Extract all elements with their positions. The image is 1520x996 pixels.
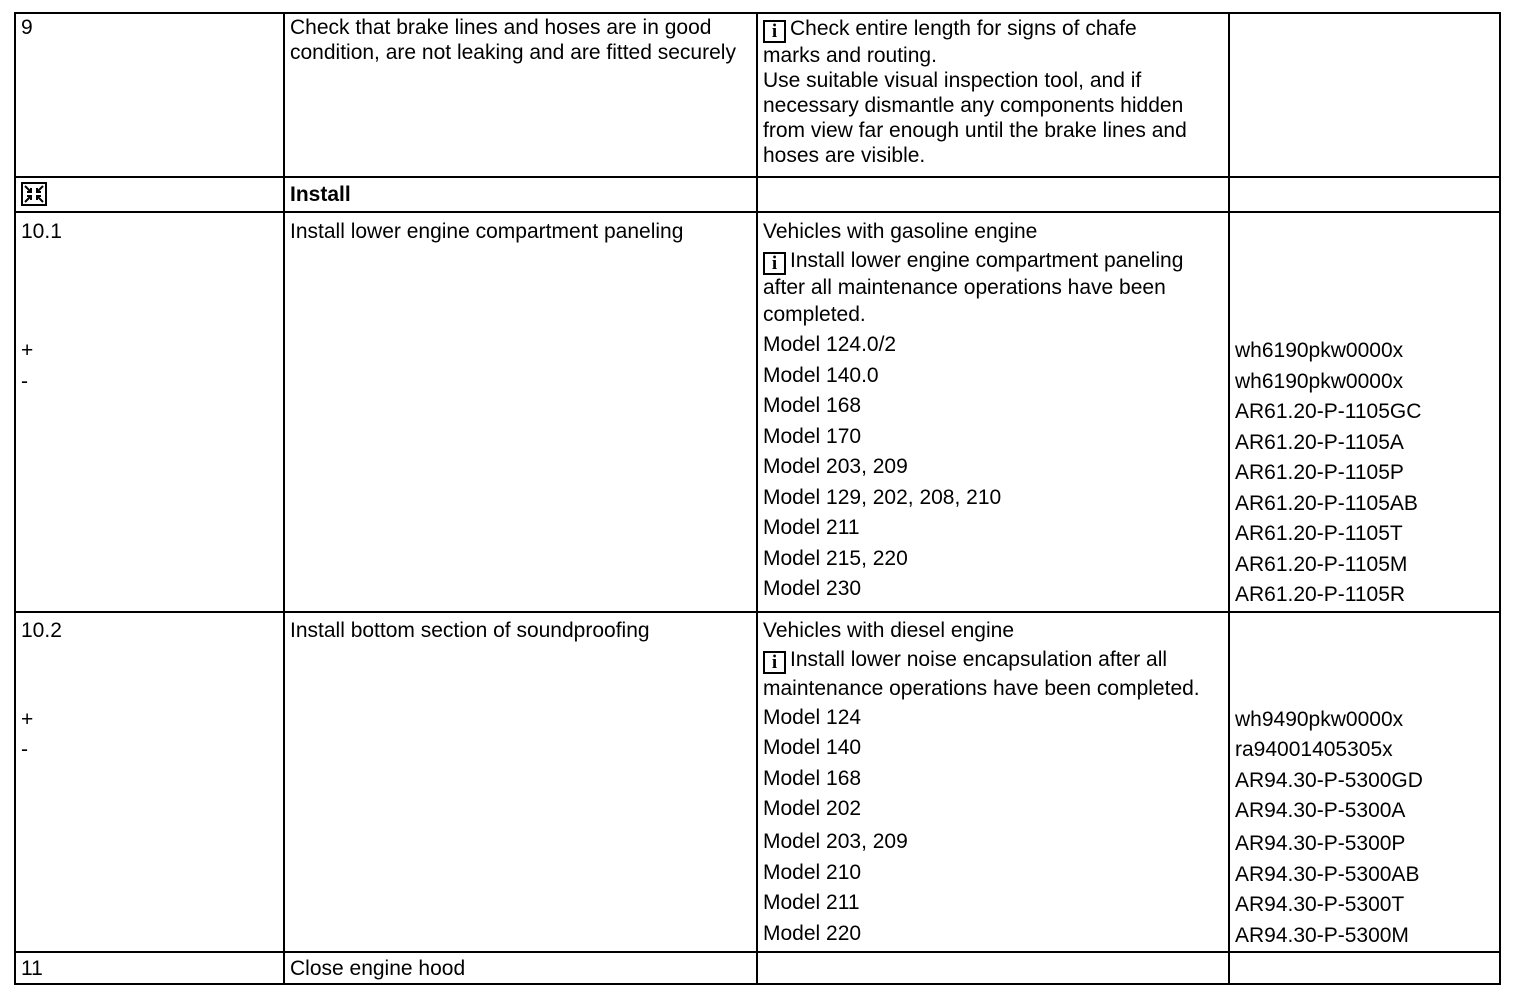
document-reference-link[interactable]: AR94.30-P-5300P (1235, 831, 1406, 855)
task-cell (284, 13, 757, 177)
document-reference-link[interactable]: AR94.30-P-5300AB (1235, 862, 1420, 886)
note-line: marks and routing. (763, 44, 937, 67)
note-line: completed. (763, 303, 866, 326)
note-line: from view far enough until the brake lines and (763, 119, 1187, 142)
document-reference-link[interactable]: ra94001405305x (1235, 738, 1393, 761)
marker-minus: - (21, 369, 28, 393)
table-row-step-10-2 (15, 612, 1500, 953)
document-reference-link[interactable]: AR94.30-P-5300M (1235, 923, 1409, 947)
install-icon-cell (15, 177, 284, 212)
maintenance-table (14, 12, 1501, 985)
task-text: Install lower engine compartment paneling (290, 220, 684, 243)
note-line: maintenance operations have been completed. (763, 676, 1200, 700)
document-reference-link[interactable]: AR94.30-P-5300T (1235, 893, 1405, 916)
reference-cell (1229, 212, 1500, 612)
info-icon: i (763, 252, 786, 275)
table-row-step-10-1 (15, 212, 1500, 612)
reference-cell (1229, 612, 1500, 953)
marker-plus: + (21, 339, 34, 362)
task-cell (284, 612, 757, 953)
note-line: necessary dismantle any components hidden (763, 94, 1184, 117)
model-name: Model 202 (763, 797, 862, 820)
step-number-cell (15, 212, 284, 612)
note-line: Use suitable visual inspection tool, and if (763, 69, 1142, 92)
table-row-step-11 (15, 952, 1500, 984)
note-line: Check entire length for signs of chafe (790, 17, 1137, 40)
note-line: Install lower engine compartment paneling (790, 249, 1184, 272)
model-name: Model 124.0/2 (763, 333, 897, 356)
info-icon: i (763, 651, 786, 674)
marker-minus: - (21, 738, 28, 761)
document-reference-link[interactable]: AR61.20-P-1105R (1235, 583, 1406, 606)
document-reference-link[interactable]: AR61.20-P-1105GC (1235, 400, 1422, 423)
install-heading-cell (284, 177, 757, 212)
step-number-cell (15, 13, 284, 177)
task-text: Install bottom section of soundproofing (290, 618, 650, 642)
document-reference-link[interactable]: AR61.20-P-1105AB (1235, 491, 1418, 515)
condition-text: Vehicles with diesel engine (763, 618, 1014, 642)
task-text: Check that brake lines and hoses are in good condition, are not leaking and are fitted securely (290, 16, 736, 64)
document-reference-link[interactable]: AR61.20-P-1105T (1235, 522, 1403, 545)
model-name: Model 211 (763, 516, 860, 539)
document-reference-link[interactable]: AR61.20-P-1105A (1235, 430, 1404, 454)
document-reference-link[interactable]: wh6190pkw0000x (1235, 369, 1404, 393)
document-reference-link[interactable]: wh6190pkw0000x (1235, 339, 1404, 362)
task-cell (284, 952, 757, 984)
model-cell (757, 212, 1229, 612)
model-name: Model 230 (763, 577, 862, 600)
task-text: Close engine hood (290, 956, 466, 980)
note-line: hoses are visible. (763, 144, 926, 167)
install-heading: Install (290, 183, 351, 206)
note-line: Install lower noise encapsulation after all (790, 647, 1168, 671)
step-number: 10.2 (21, 618, 62, 642)
model-name: Model 211 (763, 891, 860, 914)
model-cell (757, 612, 1229, 953)
install-icon (21, 182, 47, 206)
reference-cell (1229, 13, 1500, 177)
model-name: Model 203, 209 (763, 829, 908, 853)
document-reference-link[interactable]: AR61.20-P-1105M (1235, 552, 1408, 576)
marker-plus: + (21, 707, 34, 731)
document-reference-link[interactable]: AR94.30-P-5300A (1235, 799, 1406, 822)
document-reference-link[interactable]: AR61.20-P-1105P (1235, 461, 1404, 484)
model-name: Model 140.0 (763, 363, 879, 387)
document-reference-link[interactable]: wh9490pkw0000x (1235, 707, 1404, 731)
model-name: Model 168 (763, 766, 862, 790)
model-name: Model 215, 220 (763, 546, 908, 570)
model-name: Model 210 (763, 860, 862, 884)
step-number-cell (15, 952, 284, 984)
condition-text: Vehicles with gasoline engine (763, 220, 1038, 243)
model-name: Model 168 (763, 394, 862, 417)
model-name: Model 124 (763, 705, 862, 729)
model-name: Model 140 (763, 736, 862, 759)
table-row-step-9 (15, 13, 1500, 177)
document-reference-link[interactable]: AR94.30-P-5300GD (1235, 768, 1423, 792)
task-cell (284, 212, 757, 612)
table-row-install-header (15, 177, 1500, 212)
step-number-cell (15, 612, 284, 953)
model-name: Model 129, 202, 208, 210 (763, 485, 1002, 509)
step-number: 11 (21, 956, 43, 980)
step-number: 9 (21, 16, 33, 39)
model-name: Model 203, 209 (763, 455, 908, 478)
step-number: 10.1 (21, 220, 62, 243)
info-icon: i (763, 20, 786, 43)
note-cell (757, 13, 1229, 177)
model-name: Model 170 (763, 424, 862, 448)
note-line: after all maintenance operations have been (763, 276, 1166, 299)
model-name: Model 220 (763, 921, 862, 945)
